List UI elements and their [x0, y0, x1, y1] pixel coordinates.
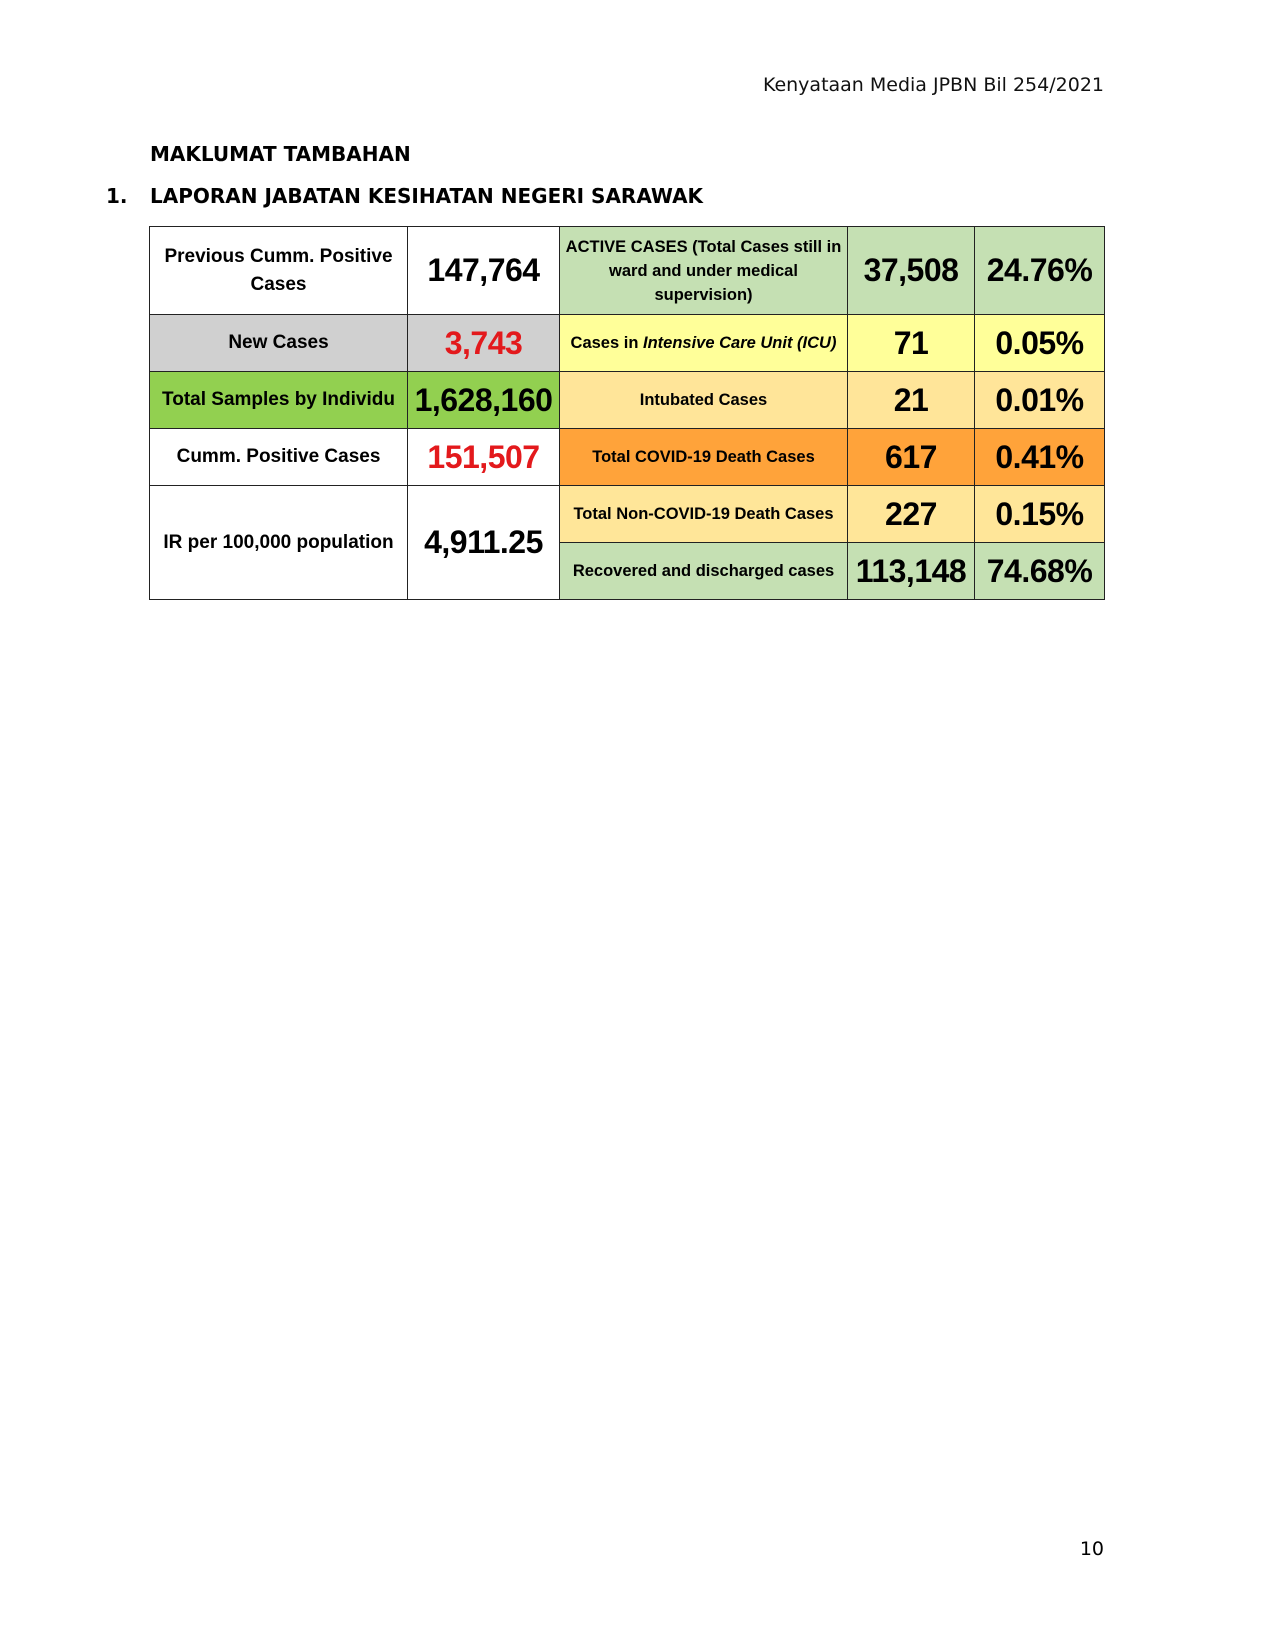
non-covid-death-label: Total Non-COVID-19 Death Cases — [560, 486, 848, 543]
icu-label-italic: Intensive Care Unit (ICU) — [643, 333, 837, 352]
icu-cases-label — [560, 315, 848, 372]
icu-label-prefix: Cases in — [570, 333, 643, 352]
total-samples-value: 1,628,160 — [408, 372, 560, 429]
icu-cases-count: 71 — [848, 315, 975, 372]
previous-cumm-value: 147,764 — [408, 227, 560, 315]
total-samples-label: Total Samples by Individu — [150, 372, 408, 429]
item-title — [106, 184, 703, 208]
non-covid-death-percent: 0.15% — [975, 486, 1105, 543]
page-number: 10 — [1079, 1538, 1104, 1560]
sarawak-report-table — [149, 226, 1105, 600]
ir-value: 4,911.25 — [408, 486, 560, 600]
cumm-positive-value: 151,507 — [408, 429, 560, 486]
table-row — [150, 372, 1105, 429]
intubated-cases-count: 21 — [848, 372, 975, 429]
covid-death-label: Total COVID-19 Death Cases — [560, 429, 848, 486]
intubated-cases-label: Intubated Cases — [560, 372, 848, 429]
active-cases-count: 37,508 — [848, 227, 975, 315]
recovered-count: 113,148 — [848, 543, 975, 600]
active-cases-percent: 24.76% — [975, 227, 1105, 315]
new-cases-value: 3,743 — [408, 315, 560, 372]
icu-cases-percent: 0.05% — [975, 315, 1105, 372]
covid-death-count: 617 — [848, 429, 975, 486]
document-reference: Kenyataan Media JPBN Bil 254/2021 — [762, 74, 1104, 96]
previous-cumm-label: Previous Cumm. Positive Cases — [150, 227, 408, 315]
item-title-text: LAPORAN JABATAN KESIHATAN NEGERI SARAWAK — [150, 184, 704, 208]
new-cases-label: New Cases — [150, 315, 408, 372]
recovered-label: Recovered and discharged cases — [560, 543, 848, 600]
table-row — [150, 429, 1105, 486]
recovered-percent: 74.68% — [975, 543, 1105, 600]
section-title: MAKLUMAT TAMBAHAN — [150, 142, 411, 166]
covid-death-percent: 0.41% — [975, 429, 1105, 486]
active-cases-label: ACTIVE CASES (Total Cases still in ward and under medical supervision) — [560, 227, 848, 315]
table-row — [150, 227, 1105, 315]
item-number: 1. — [106, 184, 128, 208]
non-covid-death-count: 227 — [848, 486, 975, 543]
cumm-positive-label: Cumm. Positive Cases — [150, 429, 408, 486]
table-row — [150, 315, 1105, 372]
intubated-cases-percent: 0.01% — [975, 372, 1105, 429]
ir-label: IR per 100,000 population — [150, 486, 408, 600]
table-row — [150, 486, 1105, 543]
